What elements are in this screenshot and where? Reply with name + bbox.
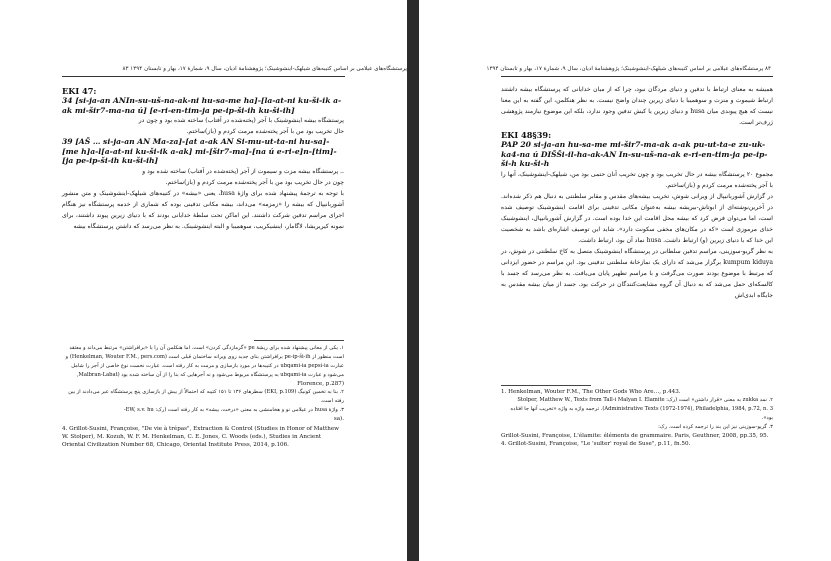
footnote-rule <box>254 340 344 341</box>
body-paragraph: در گزارش آشوربانیپال از ویرانی شوش، تخریب بیشه‌های مقدس و مقابر سلطنتی به دنبال هم ذکر شده‌اند. در آخرین‌نوشته‌ای از ابوتاش-بیریشه بیشه به‌عنوان مکانی تدفینی برای اقامت اینشوشینک توصیف شده است، اما می‌توان فرض کرد که بیشه محل اقامت این خدا بوده است. در گزارش آشوربانیپال، اینشوشینک خدای مرموزی است «که در مکان‌های مخفی سکونت دارد». شاید این توصیف اشاره‌ای باشد به شخصیت این خدا که با دنیای زیرین (و) ارتباط داشت. husa نماد آن بود، ارتباط داشت. <box>501 192 773 244</box>
body-paragraph: همیشه به معنای ارتباط با تدفین و دنیای مردگان نبود، چرا که از میان خدایانی که پرستشگاه بیشه داشتند ارتباط شیموت و منزت و سوهمیبا با دنیای زیرین چندان واضح نیست. به نظر هنکلمن، این گفته به این معنا نیست که هیچ پیوندی میان husa و دنیای زیرین یا کیش تدفین وجود ندارد، بلکه این موضوع نیازمند پژوهشی ژرف‌تر است. <box>501 86 774 126</box>
translation-paragraph: پرستشگاه بیشه اینشوشینک با آجر (پخته‌شده در آفتاب) ساخته شده بود و چون در <box>138 117 344 125</box>
transliteration-line-34: 34 [si-ja-an ANIn-su-uš-na-ak-ni hu-sa-me ha]-[la-at-ni ku-ši-ik a-ak mi-šir7-ma-na ú] [e-ri-en-tim-ja pe-ip-ši-ih ku-ši-ih] <box>62 96 342 115</box>
right-page <box>419 0 831 561</box>
footnote-1: ۱. یکی از معانی پیشنهاد شده برای ریشهٔ pe «گرمازدگی کردن» است. اما هنکلمن آن را با «برافراشتن» مرتبط می‌داند و معتقد است منظور از pe-ip-ši-ih برافراشتن بنای جدید روی ویرانه ساختمان قبلی است (Henkelman, Wouter F.M., pers.com) و عبارت ubqami-ia pepsi-ia در کتیبه‌ها در مورد بازسازی و مرمت به کار رفته است. عبارت نخست نوع خاصی از آجر را شامل می‌شود و عبارت ubqami-ia به پرستشگاه مربوط می‌شود و نه آجرهایی که بنا را از آن ساخته شده بود (Malbran-Labat, <box>65 345 344 378</box>
footnote-2: ۲. نمد zukka به معنی «قرار داشتن» است (رک: Stolper, Matthew W., Texts from Tall-i Malyan I. Elamite Administrative Texts (1972-1974), Philadelphia, 1984, p.72, n. 3). ترجمه واژه به واژه «تخریب آنها جا افتاده بود». <box>510 397 773 421</box>
footnote-rule <box>501 385 591 386</box>
left-page <box>0 0 407 561</box>
translation-paragraph: حال تخریب بود من با آجر پخته‌شده مرمت کردم و (باز)ساختم. <box>186 128 344 136</box>
footnote-3: ۳. واژهٔ husa در عیلامی نو و هخامنشی به معنی «درخت، بیشه» به کار رفته است (رک: EW, s.v. hu- <box>123 407 344 413</box>
translation-paragraph: چون در حال تخریب بود من با آجر پخته‌شده مرمت کردم و (باز)ساختم. <box>165 178 344 186</box>
eki-heading: EKI 48§39: <box>501 130 552 140</box>
transliteration-pap: PAP 20 si-ja-an hu-sa-me mi-šir7-ma-ak a-ak pu-ut-ta-e zu-uk-ka4-na ú DIŠŠi-il-ha-ak-AN In-su-uš-na-ak e-ri-en-tim-ja pe-ip-ši-h ku-ši-h <box>501 140 768 169</box>
footnote-4: 4. Grillot-Susini, Françoise, "De vie à trépas", Extraction & Control (Studies in Honor of Matthew W. Stolper), M. Kozuh, W. F. M. Henkelman, C. E. Jones, C. Woods (eds.), Studies in Ancient Oriental Civilization Number 68, Chicago, Oriental Institute Press, 2014, p.106. <box>62 426 339 448</box>
body-paragraph: به نظر گریو-سوزینی، مراسم تدفین سلطانی در پرستشگاه اینشوشینک متصل به کاخ سلطنتی در شوش، در kumpum kiduya برگزار می‌شد که دارای یک نمازخانهٔ سلطنتی تدفینی بود. این مراسم در حضور ایزدانی که مرتبط با موضوع بودند صورت می‌گرفت و با مراسم تطهیر پایان می‌یافت. به نظر می‌رسد که جسد با کالسکه‌ای حمل می‌شد که به دنبال آن گروه مشایعت‌کنندگان در حرکت بود. جسد از میان بیشه مقدس به جایگاه ابدی‌اش <box>501 247 774 299</box>
footnote-3-cont: sa). <box>333 416 344 422</box>
translation-paragraph: .. پرستشگاه بیشه مزت و سیموت از آجر (پخته‌شده در آفتاب) ساخته شده بود و <box>142 167 344 175</box>
footnote-3: ۳. گریو-سوزینی نیز این بند را ترجمه کرده است. رک: <box>658 424 773 430</box>
header-rule <box>62 76 345 77</box>
footnote-4: 4. Grillot-Susini, Françoise, "Le 'sulter' royal de Suse", p.11, fn.50. <box>501 441 691 447</box>
footnote-2: ۲. بنا به تخمین کونیگ (EKI, p.109) سطرهای ۱۳۶ تا ۱۵۱ کتیبه که احتمالاً از بیش از بازسازی پنج پرستشگاه عبر می‌دادند از بین رفته است. <box>68 389 344 404</box>
running-header: ۸۴ پرستشگاه‌های عیلامی بر اساس کتیبه‌های شیلهک-اینشوشینک؛ پژوهشنامهٔ ادیان، سال ۹، شمارهٔ ۱۷، بهار و تابستان ۱۳۹۴ <box>486 66 771 72</box>
footnote-1-cont: Florence, p.287) <box>297 381 344 387</box>
transliteration-line-39: 39 [AŠ … si-ja-an AN Ma-za]-[at a-ak AN Si-mu-ut-ta-ni hu-sa]-[me h]a-l[a-at-ni ku-ši-ik a-ak] mi-[šir7-ma]-[na ú e-ri-e]n-[tim]-[ja pe-ip-ši-ih ku-ši-ih] <box>62 137 337 166</box>
eki-heading: EKI 47: <box>62 86 97 96</box>
running-header: پرستشگاه‌های عیلامی بر اساس کتیبه‌های شیلهک-اینشوشینک؛ پژوهشنامهٔ ادیان، سال ۹، شمارهٔ ۱۷، بهار و تابستان ۱۳۹۴ ۸۳ <box>122 66 407 72</box>
header-rule <box>501 76 773 77</box>
translation-paragraph: مجموع ۲۰ پرستشگاه بیشه در حال تخریب بود و چون تخریب آنان حتمی بود من، شیلهک-اینشوشینک، آنها را با آجر پخته‌شده مرمت کردم و (باز)ساختم. <box>501 170 773 189</box>
footnote-1: 1. Henkelman, Wouter F.M., The Other Gods Who Are…, p.443. <box>501 389 681 395</box>
body-paragraph: با توجه به ترجمهٔ پیشنهاد شده برای واژهٔ husa، یعنی «بیشه» در کتیبه‌های شیلهک-اینشوشینک و متن منشور آشوربانیپال که بیشه را «زمزمه» می‌داند، بیشه مکانی تدفینی بوده که شماری از خدمه پرستشگاه نیز هنگام اجرای مراسم تدفین شرکت داشتند. این اماکن تحت سلطهٔ خدایانی بودند که با دنیای زیرین پیوند داشتند، برای نمونه کیریریشا، لاگامار، اینشیکریب، سوهمیبا و البته اینشوشینک. به نظر می‌رسد که داشتن پرستشگاه بیشه <box>62 189 344 230</box>
book-gutter <box>407 0 419 561</box>
footnote-3-cont: Grillot-Susini, Françoise, L'élamite: éléments de grammaire. Paris, Geuthner, 2008, pp.35, 95. <box>501 433 769 439</box>
